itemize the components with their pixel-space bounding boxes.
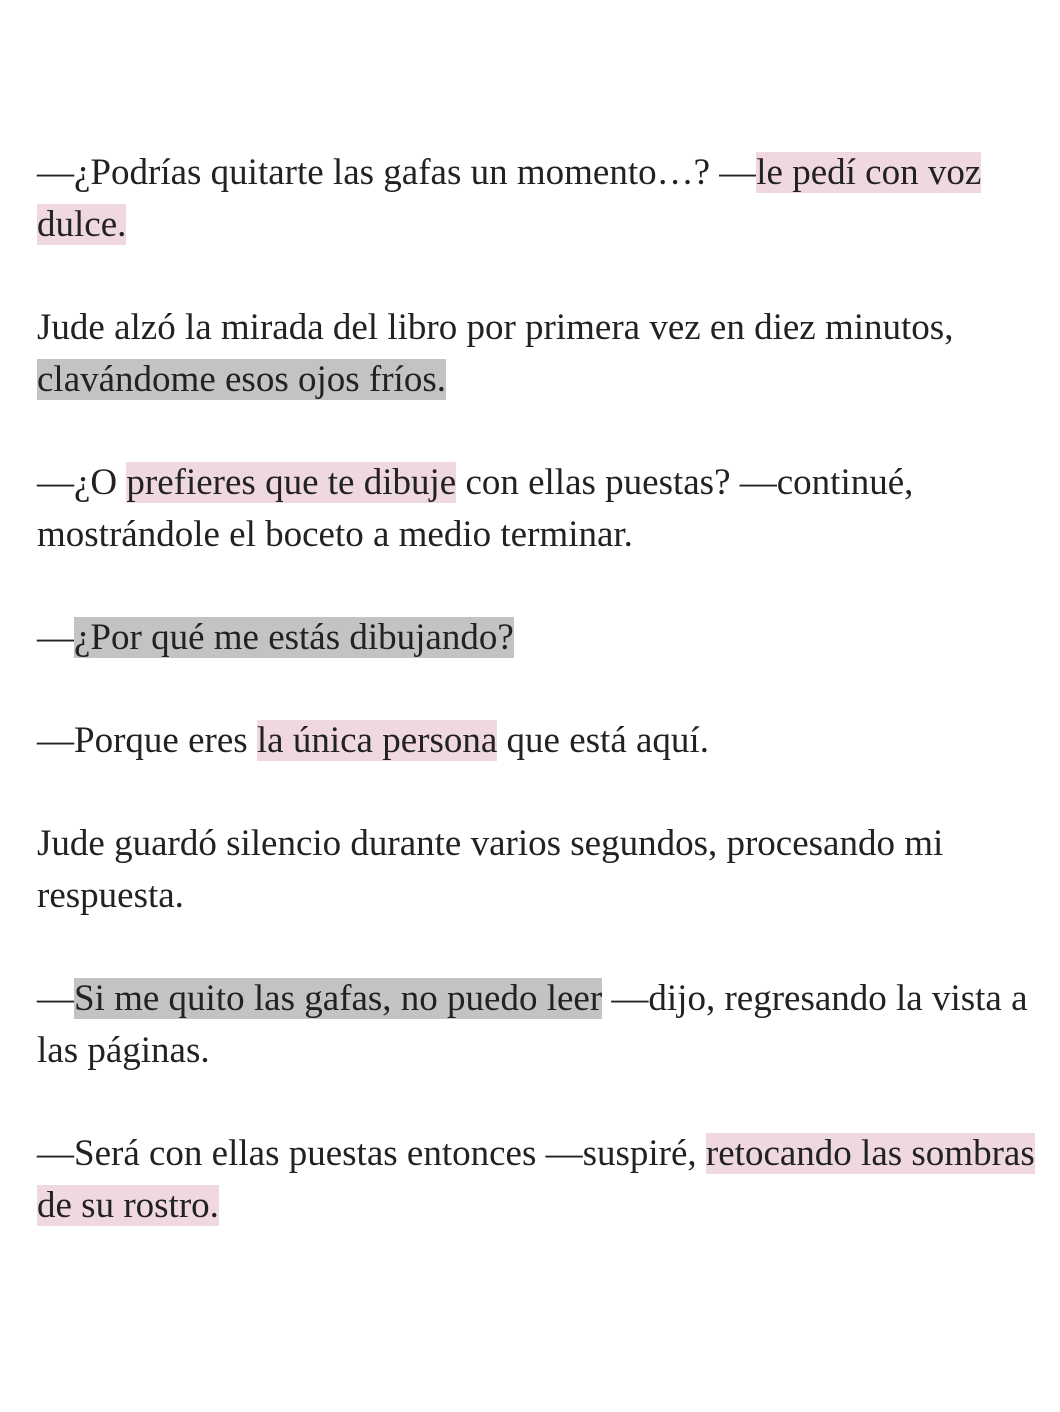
pink-highlight[interactable]: le pedí con voz dulce. [37, 152, 982, 245]
text-segment: —Porque eres [37, 720, 257, 761]
gray-highlight[interactable]: ¿Por qué me estás dibujando? [74, 617, 514, 658]
text-segment: —Será con ellas puestas entonces —suspiré, [37, 1133, 706, 1174]
paragraph-1[interactable] [37, 147, 1037, 251]
paragraph-2[interactable] [37, 302, 1037, 406]
paragraph-4[interactable] [37, 612, 1037, 664]
text-segment: Jude guardó silencio durante varios segundos, procesando mi respuesta. [37, 823, 944, 916]
text-segment: —dijo, regresando la vista a las páginas. [37, 978, 1028, 1071]
pink-highlight[interactable]: la única persona [256, 720, 498, 761]
paragraph-3[interactable] [37, 457, 1037, 561]
gray-highlight[interactable]: clavándome esos ojos fríos. [37, 359, 446, 400]
text-segment: que está aquí. [497, 720, 709, 761]
gray-highlight[interactable]: Si me quito las gafas, no puedo leer [74, 978, 603, 1019]
paragraph-5[interactable] [37, 715, 1037, 767]
reader-page [37, 147, 1037, 1283]
text-segment: —¿Podrías quitarte las gafas un momento…? — [37, 152, 757, 193]
text-segment: —¿O [37, 462, 127, 503]
paragraph-6[interactable] [37, 818, 1037, 922]
text-segment: — [37, 617, 74, 658]
text-segment: con ellas puestas? —continué, mostrándole el boceto a medio terminar. [37, 462, 914, 555]
paragraph-8[interactable] [37, 1128, 1037, 1232]
text-segment: — [37, 978, 74, 1019]
text-segment: Jude alzó la mirada del libro por primera vez en diez minutos, [37, 307, 954, 348]
pink-highlight[interactable]: prefieres que te dibuje [126, 462, 457, 503]
pink-highlight[interactable]: retocando las sombras de su rostro. [37, 1133, 1035, 1226]
paragraph-7[interactable] [37, 973, 1037, 1077]
